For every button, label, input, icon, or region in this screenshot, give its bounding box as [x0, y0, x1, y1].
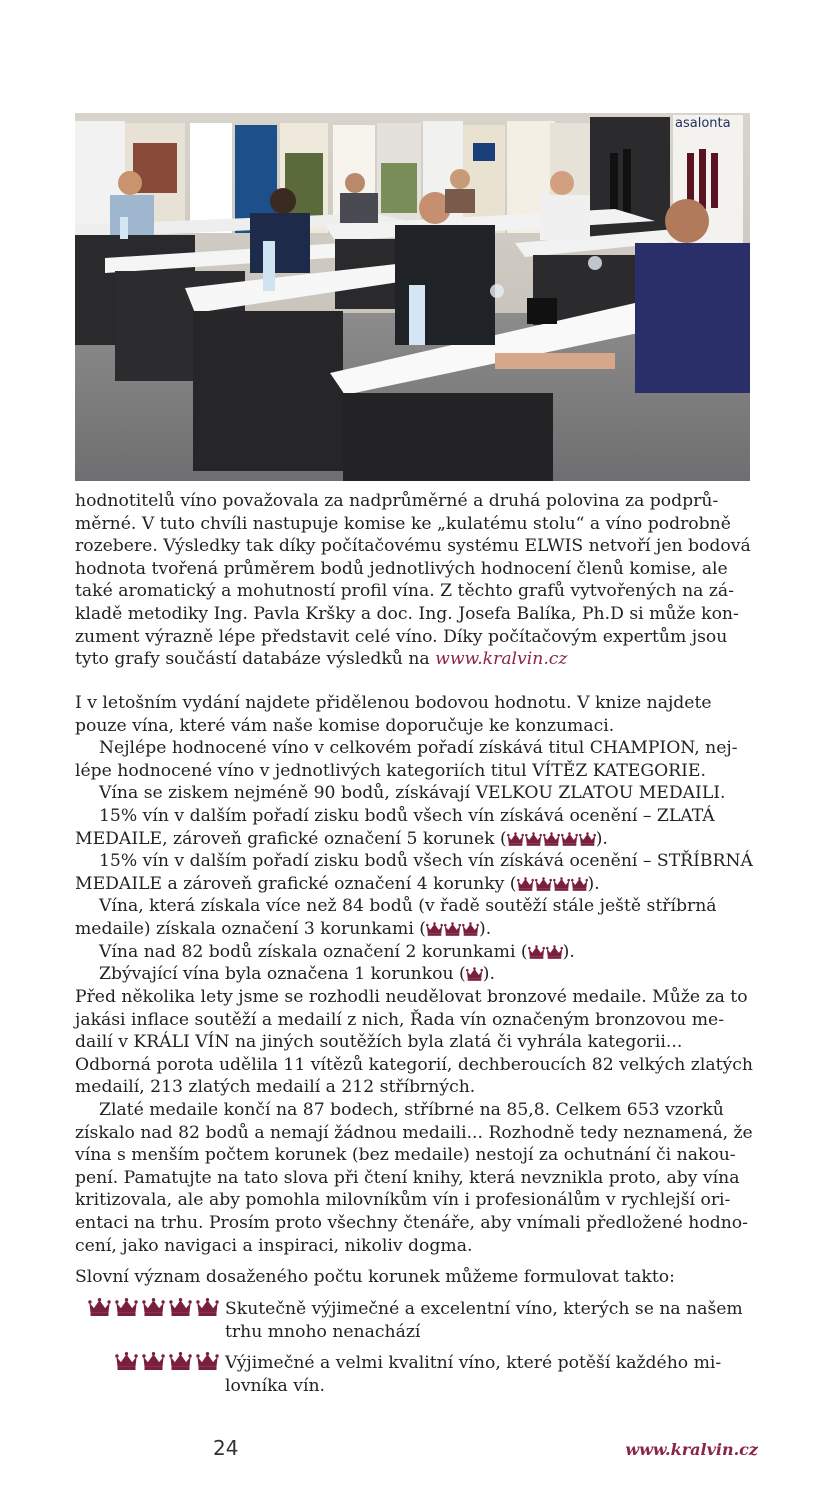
- crown-icon: [195, 1352, 220, 1370]
- paragraph-champion: Nejlépe hodnocené víno v celkovém pořadí získává titul CHAMPION, nejlépe hodnocené víno v jednotlivých kategoriích titul VÍTĚZ KATEGORIE.: [75, 738, 738, 781]
- footer-website-link[interactable]: www.kralvin.cz: [625, 1440, 758, 1459]
- crown-icon: [462, 922, 479, 936]
- crown-icon: [546, 945, 563, 959]
- page-number: 24: [213, 1436, 239, 1460]
- crowns-two: [528, 945, 563, 959]
- crown-icon: [114, 1352, 139, 1370]
- crown-icon: [579, 832, 596, 846]
- crown-icon: [141, 1352, 166, 1370]
- paragraph-text: hodnotitelů víno považovala za nadprůměrné a druhá polovina za podprůměrné. V tuto chvíli nastupuje komise ke „kulatému stolu“ a víno podrobně rozebere. Výsledky tak díky počítačovému systému ELWIS netvoří jen bodová hodnota tvořená průměrem bodů jednotlivých hodnocení členů komise, ale také aromatický a mohutností profil vína. Z těchto grafů vytvořených na základě metodiky Ing. Pavla Kršky a doc. Ing. Josefa Balíka, Ph.D si může konzument výrazně lépe představit celé víno. Díky počítačovým expertům jsou tyto grafy součástí databáze výsledků na: [75, 491, 751, 670]
- tasting-room-photo: [75, 113, 750, 481]
- crown-icon: [168, 1352, 193, 1370]
- crown-icon: [195, 1298, 220, 1316]
- crown-icon: [525, 832, 542, 846]
- paragraph-elwis: [75, 490, 755, 671]
- paragraph-great-gold: Vína se ziskem nejméně 90 bodů, získávají VELKOU ZLATOU MEDAILI.: [99, 783, 726, 804]
- legend-crowns-five: [87, 1298, 220, 1316]
- paragraph-bronze: Před několika lety jsme se rozhodli neudělovat bronzové medaile. Může za to jakási inflace soutěží a medailí z nich, Řada vín označeným bronzovou medailí v KRÁLI VÍN na jiných soutěžích byla zlatá či vyhrála kategorii... Odborná porota udělila 11 vítězů kategorií, dechberoucích 82 velkých zlatých medailí, 213 zlatých medailí a 212 stříbrných.: [75, 987, 753, 1098]
- crowns-one: [466, 967, 483, 981]
- paragraph-gold: 15% vín v dalším pořadí zisku bodů všech vín získává ocenění – ZLATÁ MEDAILE, zároveň grafické označení 5 korunek ( ).: [75, 805, 715, 849]
- legend-text-five: Skutečně výjimečné a excelentní víno, kterých se na našem trhu mnoho nenachází: [225, 1299, 743, 1342]
- paragraph-two-crowns: Vína nad 82 bodů získala označení 2 korunkami ( ).: [99, 941, 575, 962]
- crowns-five: [507, 832, 596, 846]
- legend-text-four: Výjimečné a velmi kvalitní víno, které potěší každého milovníka vín.: [225, 1353, 722, 1396]
- legend-row-five: [75, 1298, 755, 1344]
- crown-icon: [543, 832, 560, 846]
- crown-icon: [444, 922, 461, 936]
- crown-icon: [114, 1298, 139, 1316]
- paragraph-awards: [75, 692, 755, 986]
- paragraph-silver: 15% vín v dalším pořadí zisku bodů všech vín získává ocenění – STŘÍBRNÁ MEDAILE a zároveň grafické označení 4 korunky ( ).: [75, 851, 753, 894]
- crown-icon: [141, 1298, 166, 1316]
- crown-icon: [553, 877, 570, 891]
- crowns-three: [426, 922, 479, 936]
- paragraph-one-crown: Zbývající vína byla označena 1 korunkou ( ).: [99, 964, 495, 985]
- paragraph-intro: I v letošním vydání najdete přidělenou bodovou hodnotu. V knize najdete pouze vína, které vám naše komise doporučuje ke konzumaci.: [75, 693, 712, 736]
- crown-icon: [87, 1298, 112, 1316]
- crown-icon: [528, 945, 545, 959]
- crown-icon: [535, 877, 552, 891]
- crown-icon: [466, 967, 483, 981]
- website-link[interactable]: www.kralvin.cz: [435, 649, 568, 670]
- crowns-four: [517, 877, 588, 891]
- legend-row-four: [75, 1352, 755, 1398]
- crown-icon: [507, 832, 524, 846]
- paragraph-three-crowns: Vína, která získala více než 84 bodů (v řadě soutěží stále ještě stříbrná medaile) získala označení 3 korunkami ( ).: [75, 896, 717, 939]
- sponsor-sign: asalonta: [675, 116, 731, 131]
- legend-intro: Slovní význam dosaženého počtu korunek můžeme formulovat takto:: [75, 1267, 675, 1287]
- paragraph-counts: Zlaté medaile končí na 87 bodech, stříbrné na 85,8. Celkem 653 vzorků získalo nad 82 bodů a nemají žádnou medaili... Rozhodně tedy neznamená, že vína s menším počtem korunek (bez medaile) nestojí za ochutnání či nakoupení. Pamatujte na tato slova při čtení knihy, která nevznikla proto, aby vína kritizovala, ale aby pomohla milovníkům vín i profesionálům v rychlejší orientaci na trhu. Prosím proto všechny čtenáře, aby vnímali předložené hodnocení, jako navigaci a inspiraci, nikoliv dogma.: [75, 1099, 753, 1256]
- crown-icon: [426, 922, 443, 936]
- paragraph-medals: [75, 986, 755, 1257]
- crown-icon: [517, 877, 534, 891]
- crown-icon: [168, 1298, 193, 1316]
- legend-crowns-four: [114, 1352, 220, 1370]
- crown-icon: [571, 877, 588, 891]
- crown-icon: [561, 832, 578, 846]
